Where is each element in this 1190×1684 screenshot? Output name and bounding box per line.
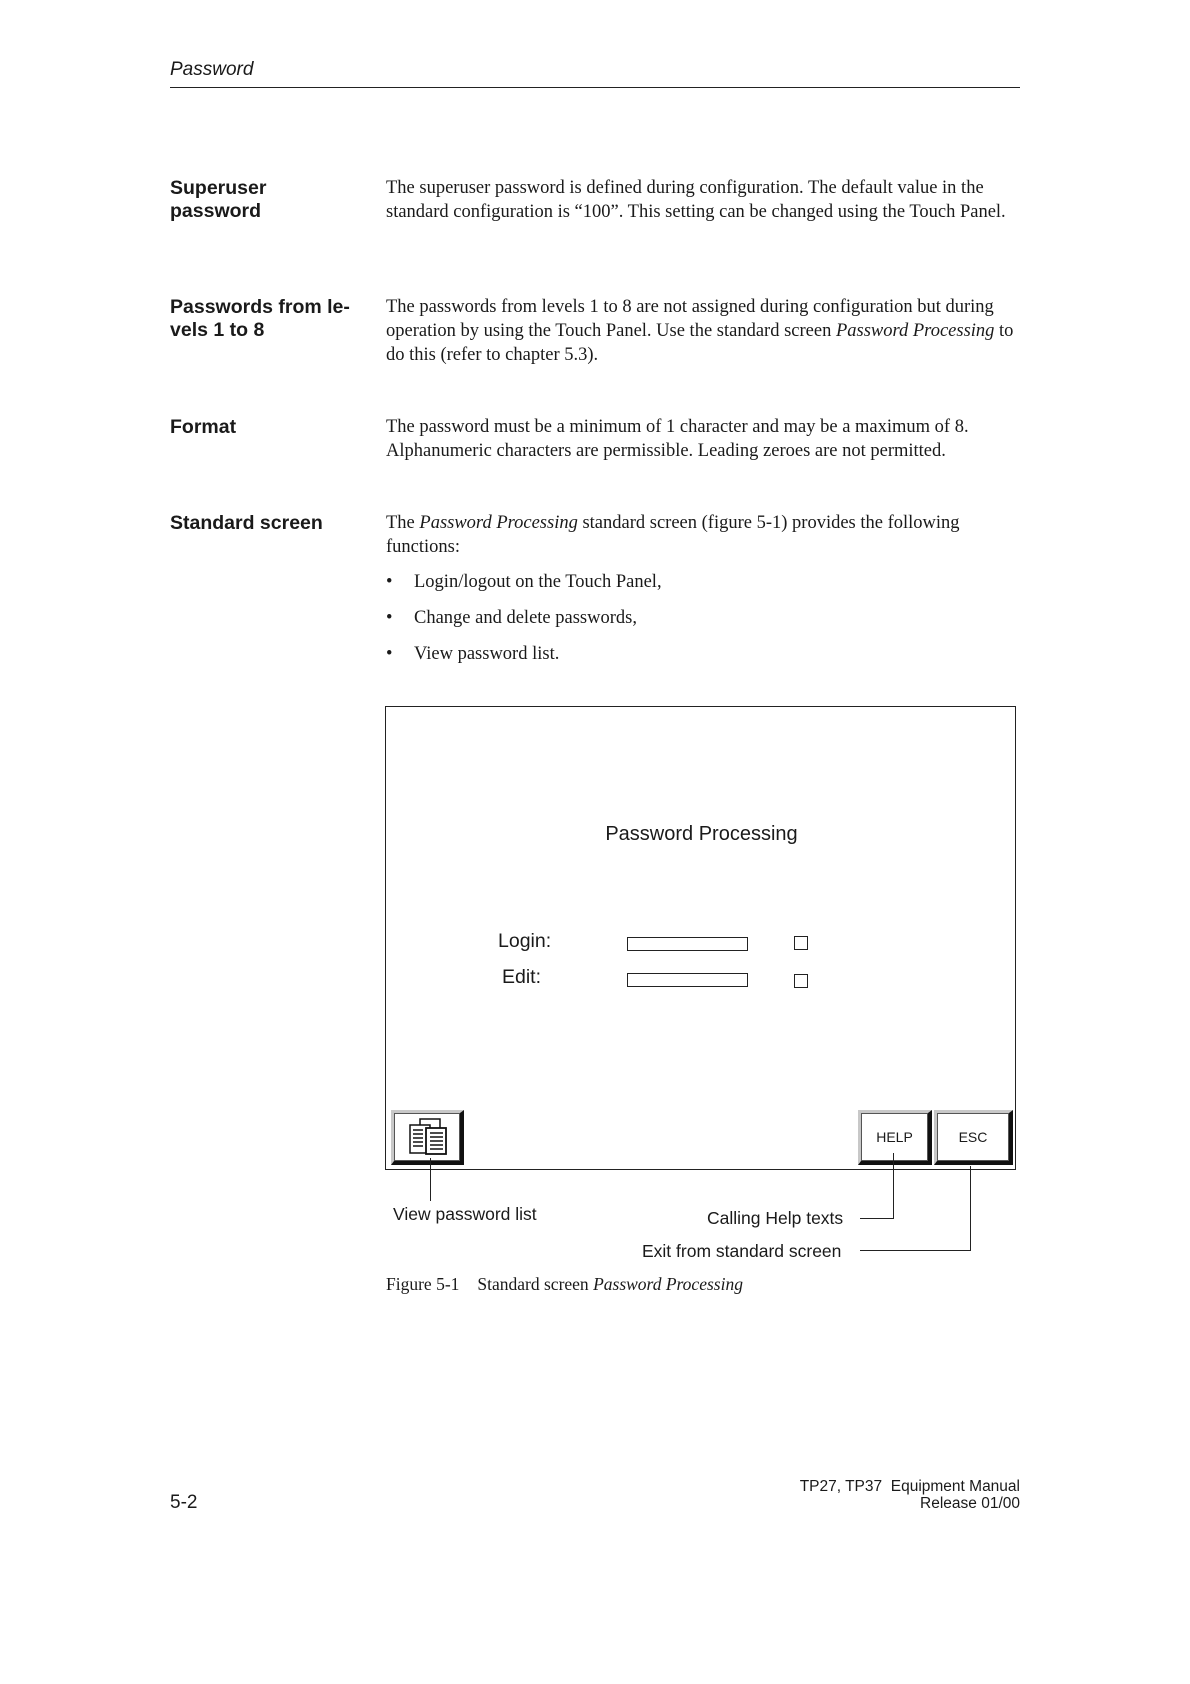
figure-caption <box>386 1274 743 1295</box>
bullet-icon: • <box>386 608 393 628</box>
callout-line-esc-horizontal <box>860 1250 971 1251</box>
callout-view-password-list: View password list <box>393 1204 537 1224</box>
page-number: 5-2 <box>170 1492 198 1513</box>
callout-calling-help-texts: Calling Help texts <box>707 1208 844 1228</box>
heading-line: Passwords from le- <box>170 296 350 318</box>
text-format <box>386 415 1020 463</box>
login-label: Login: <box>498 930 552 952</box>
edit-label: Edit: <box>502 966 542 988</box>
heading-passwords-levels <box>170 296 370 342</box>
heading-line: Standard screen <box>170 512 323 534</box>
edit-checkbox[interactable] <box>794 974 808 988</box>
password-list-icon <box>406 1118 448 1156</box>
password-list-button[interactable] <box>391 1110 464 1165</box>
text-run: The <box>386 513 420 533</box>
login-input[interactable] <box>627 937 748 951</box>
text-standard-screen <box>386 511 1020 559</box>
callout-line-esc-vertical <box>970 1166 971 1251</box>
text-superuser-password <box>386 176 1020 224</box>
heading-line: password <box>170 200 262 222</box>
edit-input[interactable] <box>627 973 748 987</box>
text-run: The password must be a minimum of 1 character and may be a maximum of 8. Alphanumeric characters are permissible. Leading zeroes are not permitted. <box>386 417 969 461</box>
callout-line-help-vertical <box>893 1153 894 1219</box>
password-processing-screen <box>385 706 1016 1170</box>
text-run: to do this (refer to chapter 5.3). <box>386 321 1014 365</box>
text-run: The passwords from levels 1 to 8 are not assigned during configuration but during operation by using the Touch Panel. Use the standard screen <box>386 297 994 341</box>
text-run-italic: Password Processing <box>835 321 995 341</box>
list-item-text: Login/logout on the Touch Panel, <box>414 572 662 592</box>
heading-line: Format <box>170 416 237 438</box>
callout-line-view-list <box>430 1158 431 1201</box>
help-button[interactable]: HELP <box>858 1110 932 1165</box>
footer-info <box>800 1478 1020 1512</box>
login-checkbox[interactable] <box>794 936 808 950</box>
caption-italic: Password Processing <box>593 1274 743 1294</box>
callout-line-help-horizontal <box>860 1218 894 1219</box>
text-run: The superuser password is defined during configuration. The default value in the standard configuration is “100”. This setting can be changed using the Touch Panel. <box>386 178 1006 222</box>
text-run-italic: Password Processing <box>419 513 578 533</box>
text-run: standard screen (figure 5-1) provides the following functions: <box>386 513 960 557</box>
manual-title: TP27, TP37 Equipment Manual <box>799 1478 1020 1495</box>
release-info: Release 01/00 <box>920 1495 1020 1512</box>
heading-standard-screen <box>170 512 370 535</box>
heading-format <box>170 416 370 439</box>
heading-line: Superuser <box>170 177 267 199</box>
running-header: Password <box>170 59 254 80</box>
heading-superuser-password <box>170 177 370 223</box>
callout-exit-standard-screen: Exit from standard screen <box>642 1241 842 1261</box>
bullet-icon: • <box>386 644 393 664</box>
caption-text: Standard screen <box>477 1274 594 1294</box>
screen-title: Password Processing <box>605 823 798 845</box>
esc-button[interactable]: ESC <box>934 1110 1013 1165</box>
bullet-icon: • <box>386 572 393 592</box>
heading-line: vels 1 to 8 <box>170 319 265 341</box>
text-passwords-levels <box>386 295 1020 367</box>
list-item-text: View password list. <box>414 644 560 664</box>
list-item-text: Change and delete passwords, <box>414 608 637 628</box>
header-rule <box>170 87 1020 88</box>
caption-number: Figure 5-1 <box>386 1274 460 1294</box>
